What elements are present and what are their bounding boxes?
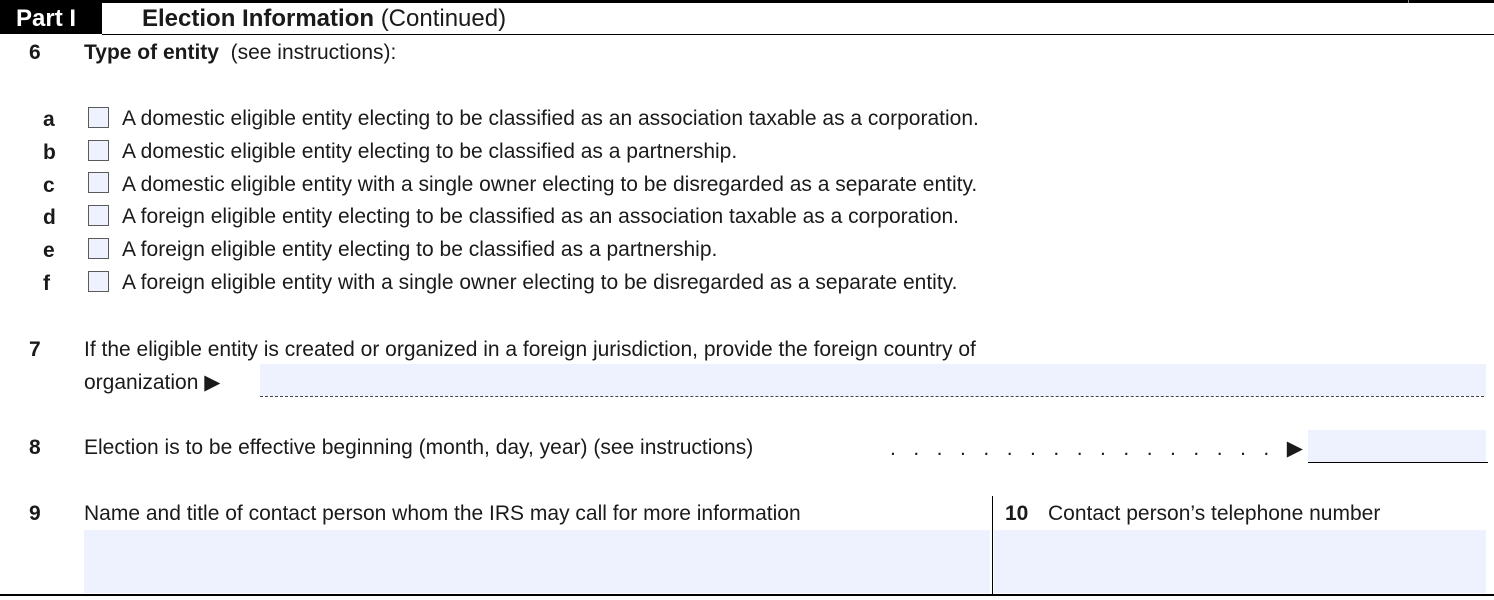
header-rule — [102, 34, 1494, 35]
effective-date-underline — [1308, 462, 1488, 463]
part-title — [142, 3, 506, 34]
part-label: Part I — [0, 3, 102, 34]
line-6-label-bold: Type of entity — [84, 41, 219, 64]
option-letter: e — [43, 239, 55, 262]
option-text: A foreign eligible entity electing to be classified as an association taxable as a corporation. — [122, 205, 960, 228]
line-7-text-cont: organization ▶ — [84, 371, 221, 394]
line-9-text: Name and title of contact person whom the IRS may call for more information — [84, 502, 801, 525]
option-text: A domestic eligible entity electing to be classified as a partnership. — [122, 140, 738, 163]
option-d-checkbox[interactable] — [88, 205, 109, 226]
line-6-label — [84, 41, 396, 65]
line-7-number: 7 — [29, 338, 41, 361]
option-e-checkbox[interactable] — [88, 238, 109, 259]
bottom-rule — [0, 594, 1494, 596]
foreign-country-field[interactable] — [260, 364, 1486, 396]
effective-date-field[interactable] — [1308, 430, 1486, 462]
option-letter: a — [43, 108, 55, 131]
option-letter: b — [43, 141, 56, 164]
line-8-number: 8 — [29, 436, 41, 459]
foreign-country-underline — [260, 396, 1484, 397]
option-a-checkbox[interactable] — [88, 107, 109, 128]
option-text: A domestic eligible entity electing to be classified as an association taxable as a corporation. — [122, 107, 979, 130]
option-c-checkbox[interactable] — [88, 172, 109, 193]
option-letter: f — [43, 272, 50, 295]
contact-name-field[interactable] — [84, 530, 990, 593]
line-8-leader: . . . . . . . . . . . . . . . . . ▶ — [890, 437, 1303, 460]
option-text: A foreign eligible entity with a single owner electing to be disregarded as a separate entity. — [122, 271, 958, 294]
column-divider — [992, 496, 993, 594]
option-text: A domestic eligible entity with a single owner electing to be disregarded as a separate entity. — [122, 173, 978, 196]
option-f-checkbox[interactable] — [88, 271, 109, 292]
line-8-text: Election is to be effective beginning (month, day, year) (see instructions) — [84, 436, 754, 459]
line-6-label-rest: (see instructions): — [230, 41, 397, 64]
line-9-number: 9 — [29, 502, 41, 525]
option-letter: c — [43, 174, 55, 197]
line-10-text: Contact person’s telephone number — [1048, 502, 1381, 525]
line-6-number: 6 — [29, 41, 41, 64]
option-letter: d — [43, 206, 56, 229]
part-title-main: Election Information — [142, 5, 375, 32]
part-title-suffix: (Continued) — [380, 5, 507, 32]
header-tick — [1408, 0, 1409, 3]
line-10-number: 10 — [1005, 502, 1029, 525]
contact-phone-field[interactable] — [994, 530, 1486, 593]
line-7-text: If the eligible entity is created or organized in a foreign jurisdiction, provide the foreign country of — [84, 338, 976, 361]
option-text: A foreign eligible entity electing to be classified as a partnership. — [122, 238, 718, 261]
option-b-checkbox[interactable] — [88, 140, 109, 161]
